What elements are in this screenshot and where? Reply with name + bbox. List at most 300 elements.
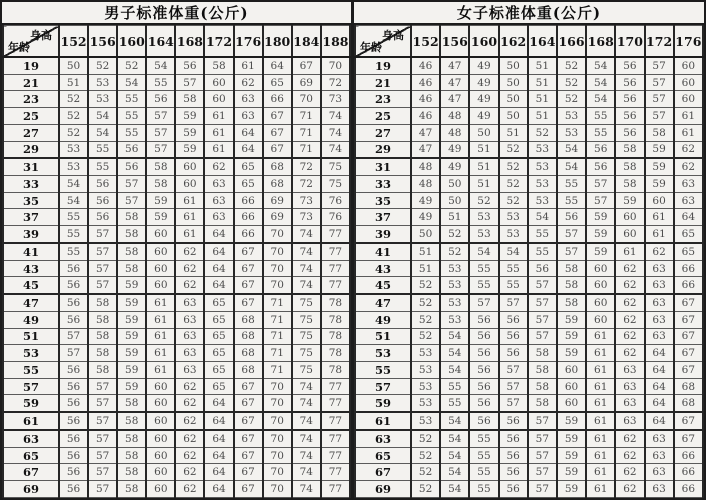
weight-cell: 56	[59, 294, 88, 311]
weight-cell: 61	[586, 345, 615, 362]
age-cell: 21	[355, 74, 411, 91]
weight-cell: 63	[175, 311, 204, 328]
age-cell: 19	[355, 57, 411, 74]
weight-cell: 66	[234, 226, 263, 243]
weight-cell: 67	[234, 447, 263, 464]
weight-cell: 60	[645, 192, 674, 209]
table-row	[3, 57, 350, 74]
weight-cell: 55	[117, 91, 146, 108]
weight-cell: 58	[117, 395, 146, 412]
weight-cell: 77	[321, 226, 350, 243]
age-cell: 25	[355, 108, 411, 125]
weight-cell: 52	[88, 57, 117, 74]
weight-cell: 59	[117, 311, 146, 328]
weight-cell: 56	[59, 481, 88, 498]
age-cell: 35	[355, 192, 411, 209]
weight-cell: 63	[645, 260, 674, 277]
weight-cell: 75	[292, 294, 321, 311]
weight-cell: 61	[146, 328, 175, 345]
weight-cell: 57	[146, 124, 175, 141]
table-row	[3, 447, 350, 464]
weight-cell: 57	[59, 328, 88, 345]
weight-cell: 73	[292, 192, 321, 209]
weight-cell: 74	[321, 108, 350, 125]
women-table-section	[353, 0, 706, 500]
weight-cell: 55	[528, 243, 557, 260]
weight-cell: 56	[59, 447, 88, 464]
weight-cell: 57	[88, 378, 117, 395]
age-cell: 53	[355, 345, 411, 362]
age-cell: 57	[3, 378, 59, 395]
weight-cell: 53	[469, 209, 498, 226]
weight-cell: 71	[263, 361, 292, 378]
age-cell: 43	[3, 260, 59, 277]
weight-cell: 63	[615, 412, 644, 430]
weight-cell: 56	[469, 361, 498, 378]
weight-cell: 58	[117, 243, 146, 260]
weight-cell: 54	[440, 361, 469, 378]
weight-cell: 57	[88, 243, 117, 260]
weight-cell: 57	[557, 226, 586, 243]
age-cell: 33	[355, 176, 411, 193]
weight-cell: 61	[586, 412, 615, 430]
weight-cell: 56	[499, 447, 528, 464]
weight-cell: 59	[557, 412, 586, 430]
weight-cell: 61	[146, 345, 175, 362]
weight-cell: 57	[586, 192, 615, 209]
weight-cell: 67	[674, 412, 703, 430]
age-cell: 51	[3, 328, 59, 345]
age-cell: 47	[3, 294, 59, 311]
weight-cell: 56	[146, 91, 175, 108]
weight-cell: 51	[469, 141, 498, 158]
weight-cell: 74	[292, 243, 321, 260]
weight-cell: 62	[615, 277, 644, 294]
weight-cell: 65	[204, 378, 233, 395]
weight-cell: 58	[528, 361, 557, 378]
weight-cell: 54	[440, 345, 469, 362]
weight-cell: 52	[411, 481, 440, 498]
weight-cell: 58	[204, 57, 233, 74]
weight-cell: 52	[528, 124, 557, 141]
weight-cell: 68	[263, 176, 292, 193]
weight-cell: 55	[528, 226, 557, 243]
weight-cell: 60	[146, 226, 175, 243]
weight-cell: 69	[263, 209, 292, 226]
weight-cell: 61	[175, 226, 204, 243]
weight-cell: 55	[88, 158, 117, 175]
height-header: 164	[146, 26, 175, 58]
weight-cell: 56	[59, 378, 88, 395]
table-row	[355, 74, 703, 91]
weight-cell: 49	[440, 141, 469, 158]
weight-cell: 54	[59, 192, 88, 209]
weight-cell: 56	[469, 345, 498, 362]
table-row	[355, 378, 703, 395]
weight-cell: 58	[117, 464, 146, 481]
age-cell: 49	[3, 311, 59, 328]
weight-cell: 63	[645, 481, 674, 498]
weight-cell: 63	[204, 176, 233, 193]
weight-cell: 51	[499, 124, 528, 141]
weight-cell: 55	[59, 243, 88, 260]
height-header: 188	[321, 26, 350, 58]
weight-cell: 58	[88, 294, 117, 311]
weight-cell: 53	[88, 74, 117, 91]
weight-cell: 71	[263, 294, 292, 311]
age-cell: 29	[355, 141, 411, 158]
weight-cell: 77	[321, 378, 350, 395]
weight-cell: 63	[615, 361, 644, 378]
weight-cell: 47	[440, 91, 469, 108]
weight-cell: 57	[528, 464, 557, 481]
weight-cell: 49	[411, 192, 440, 209]
weight-cell: 60	[146, 464, 175, 481]
weight-cell: 66	[674, 260, 703, 277]
table-row	[3, 74, 350, 91]
weight-cell: 60	[615, 209, 644, 226]
age-cell: 35	[3, 192, 59, 209]
weight-cell: 55	[557, 176, 586, 193]
weight-cell: 48	[440, 108, 469, 125]
weight-cell: 59	[146, 192, 175, 209]
height-header: 160	[469, 26, 498, 58]
table-row	[355, 192, 703, 209]
weight-cell: 57	[528, 447, 557, 464]
table-row	[3, 294, 350, 311]
weight-cell: 59	[586, 209, 615, 226]
weight-cell: 60	[674, 91, 703, 108]
weight-cell: 56	[469, 328, 498, 345]
weight-cell: 52	[440, 243, 469, 260]
table-row	[355, 481, 703, 498]
table-row	[3, 192, 350, 209]
table-row	[355, 345, 703, 362]
age-cell: 27	[355, 124, 411, 141]
weight-cell: 61	[615, 243, 644, 260]
weight-cell: 56	[499, 430, 528, 447]
weight-cell: 72	[292, 176, 321, 193]
weight-cell: 63	[175, 294, 204, 311]
weight-cell: 55	[586, 124, 615, 141]
weight-cell: 53	[411, 378, 440, 395]
weight-cell: 59	[557, 430, 586, 447]
table-row	[355, 176, 703, 193]
weight-cell: 54	[88, 108, 117, 125]
age-cell: 59	[355, 395, 411, 412]
weight-cell: 67	[674, 328, 703, 345]
weight-cell: 60	[204, 91, 233, 108]
age-cell: 67	[355, 464, 411, 481]
weight-cell: 64	[204, 226, 233, 243]
height-header: 162	[499, 26, 528, 58]
weight-cell: 62	[175, 464, 204, 481]
weight-cell: 59	[175, 141, 204, 158]
weight-cell: 53	[411, 361, 440, 378]
weight-cell: 65	[234, 158, 263, 175]
weight-cell: 62	[175, 260, 204, 277]
height-header: 156	[440, 26, 469, 58]
weight-cell: 54	[440, 430, 469, 447]
weight-cell: 53	[528, 141, 557, 158]
weight-cell: 75	[292, 345, 321, 362]
weight-cell: 53	[440, 277, 469, 294]
weight-cell: 58	[117, 481, 146, 498]
weight-cell: 58	[88, 328, 117, 345]
weight-cell: 77	[321, 481, 350, 498]
weight-cell: 57	[88, 412, 117, 430]
age-cell: 59	[3, 395, 59, 412]
weight-cell: 54	[557, 141, 586, 158]
weight-cell: 64	[645, 395, 674, 412]
weight-cell: 63	[234, 108, 263, 125]
age-cell: 23	[355, 91, 411, 108]
weight-cell: 56	[117, 158, 146, 175]
weight-cell: 70	[321, 57, 350, 74]
weight-cell: 53	[528, 158, 557, 175]
weight-cell: 52	[59, 91, 88, 108]
weight-cell: 57	[528, 277, 557, 294]
weight-cell: 50	[411, 226, 440, 243]
table-row	[355, 361, 703, 378]
header-row	[3, 26, 350, 58]
weight-cell: 57	[88, 395, 117, 412]
table-row	[3, 158, 350, 175]
weight-cell: 46	[411, 91, 440, 108]
weight-cell: 77	[321, 430, 350, 447]
men-weight-table	[2, 25, 351, 498]
weight-cell: 58	[146, 176, 175, 193]
weight-cell: 52	[411, 311, 440, 328]
weight-cell: 59	[175, 108, 204, 125]
weight-cell: 46	[411, 57, 440, 74]
height-header: 156	[88, 26, 117, 58]
weight-cell: 60	[557, 378, 586, 395]
weight-cell: 63	[645, 328, 674, 345]
weight-cell: 78	[321, 311, 350, 328]
weight-cell: 64	[645, 412, 674, 430]
weight-cell: 64	[674, 209, 703, 226]
weight-cell: 60	[175, 176, 204, 193]
weight-cell: 51	[469, 176, 498, 193]
weight-cell: 55	[440, 378, 469, 395]
weight-cell: 62	[615, 328, 644, 345]
weight-cell: 49	[469, 74, 498, 91]
height-header: 168	[175, 26, 204, 58]
weight-cell: 52	[411, 464, 440, 481]
weight-cell: 51	[528, 74, 557, 91]
weight-cell: 66	[674, 277, 703, 294]
weight-cell: 59	[117, 361, 146, 378]
weight-cell: 68	[234, 311, 263, 328]
weight-cell: 63	[645, 311, 674, 328]
weight-cell: 75	[292, 311, 321, 328]
weight-cell: 59	[586, 226, 615, 243]
weight-cell: 61	[204, 141, 233, 158]
table-row	[3, 311, 350, 328]
weight-cell: 64	[204, 277, 233, 294]
age-cell: 37	[3, 209, 59, 226]
age-cell: 29	[3, 141, 59, 158]
weight-cell: 57	[88, 447, 117, 464]
weight-cell: 66	[234, 192, 263, 209]
weight-cell: 57	[88, 226, 117, 243]
weight-cell: 60	[146, 430, 175, 447]
weight-cell: 65	[204, 328, 233, 345]
weight-cell: 75	[321, 176, 350, 193]
weight-cell: 55	[586, 108, 615, 125]
weight-cell: 53	[469, 226, 498, 243]
weight-cell: 53	[440, 294, 469, 311]
weight-cell: 58	[175, 91, 204, 108]
weight-cell: 63	[175, 361, 204, 378]
weight-cell: 56	[615, 74, 644, 91]
weight-cell: 57	[117, 176, 146, 193]
height-header: 168	[586, 26, 615, 58]
weight-cell: 67	[674, 294, 703, 311]
weight-cell: 46	[411, 108, 440, 125]
weight-cell: 62	[615, 430, 644, 447]
height-header: 172	[204, 26, 233, 58]
age-cell: 39	[355, 226, 411, 243]
weight-cell: 57	[528, 294, 557, 311]
table-row	[3, 91, 350, 108]
weight-cell: 53	[411, 412, 440, 430]
weight-cell: 63	[615, 395, 644, 412]
weight-cell: 47	[411, 141, 440, 158]
age-cell: 37	[355, 209, 411, 226]
height-header: 172	[645, 26, 674, 58]
weight-cell: 64	[204, 430, 233, 447]
corner-cell	[3, 26, 59, 58]
weight-cell: 58	[557, 277, 586, 294]
weight-cell: 77	[321, 447, 350, 464]
weight-cell: 52	[411, 328, 440, 345]
weight-cell: 63	[645, 447, 674, 464]
weight-cell: 58	[615, 176, 644, 193]
weight-cell: 77	[321, 260, 350, 277]
weight-cell: 74	[292, 277, 321, 294]
weight-cell: 70	[263, 464, 292, 481]
weight-cell: 57	[645, 91, 674, 108]
table-row	[355, 260, 703, 277]
weight-cell: 62	[615, 311, 644, 328]
weight-cell: 57	[499, 378, 528, 395]
weight-cell: 73	[292, 209, 321, 226]
table-row	[355, 226, 703, 243]
table-row	[3, 124, 350, 141]
weight-cell: 72	[292, 158, 321, 175]
weight-cell: 62	[175, 430, 204, 447]
weight-cell: 64	[204, 260, 233, 277]
table-row	[355, 447, 703, 464]
weight-cell: 59	[645, 176, 674, 193]
weight-cell: 63	[204, 209, 233, 226]
weight-cell: 63	[615, 378, 644, 395]
weight-cell: 61	[204, 108, 233, 125]
age-cell: 57	[355, 378, 411, 395]
weight-cell: 52	[557, 91, 586, 108]
weight-cell: 68	[674, 395, 703, 412]
weight-cell: 67	[234, 294, 263, 311]
weight-cell: 59	[117, 294, 146, 311]
weight-cell: 71	[263, 345, 292, 362]
age-cell: 63	[355, 430, 411, 447]
corner-cell	[355, 26, 411, 58]
weight-cell: 63	[175, 345, 204, 362]
weight-cell: 61	[586, 481, 615, 498]
age-cell: 31	[3, 158, 59, 175]
weight-cell: 71	[263, 328, 292, 345]
weight-cell: 49	[469, 57, 498, 74]
weight-cell: 60	[586, 260, 615, 277]
weight-cell: 63	[645, 277, 674, 294]
weight-cell: 60	[146, 481, 175, 498]
weight-cell: 77	[321, 464, 350, 481]
weight-cell: 57	[499, 395, 528, 412]
height-header: 176	[674, 26, 703, 58]
weight-cell: 74	[292, 430, 321, 447]
weight-cell: 60	[557, 361, 586, 378]
weight-cell: 56	[499, 328, 528, 345]
weight-cell: 74	[321, 124, 350, 141]
weight-cell: 55	[117, 108, 146, 125]
weight-cell: 66	[234, 209, 263, 226]
weight-cell: 64	[204, 464, 233, 481]
weight-cell: 53	[557, 124, 586, 141]
weight-cell: 57	[557, 243, 586, 260]
weight-cell: 55	[440, 395, 469, 412]
weight-cell: 57	[146, 108, 175, 125]
weight-cell: 56	[499, 464, 528, 481]
weight-cell: 54	[469, 243, 498, 260]
weight-cell: 67	[674, 430, 703, 447]
weight-cell: 53	[59, 141, 88, 158]
weight-cell: 61	[234, 57, 263, 74]
weight-cell: 61	[204, 124, 233, 141]
weight-cell: 57	[59, 345, 88, 362]
table-row	[355, 209, 703, 226]
table-row	[3, 243, 350, 260]
weight-cell: 64	[204, 395, 233, 412]
weight-cell: 67	[674, 361, 703, 378]
weight-cell: 61	[586, 464, 615, 481]
weight-cell: 67	[234, 395, 263, 412]
weight-cell: 56	[499, 412, 528, 430]
weight-cell: 53	[411, 345, 440, 362]
weight-cell: 58	[146, 158, 175, 175]
weight-cell: 64	[204, 481, 233, 498]
weight-cell: 74	[292, 412, 321, 430]
weight-cell: 57	[499, 361, 528, 378]
age-cell: 69	[355, 481, 411, 498]
weight-cell: 52	[59, 108, 88, 125]
age-cell: 27	[3, 124, 59, 141]
weight-cell: 57	[645, 74, 674, 91]
weight-cell: 69	[292, 74, 321, 91]
weight-cell: 53	[499, 226, 528, 243]
weight-cell: 58	[645, 124, 674, 141]
weight-cell: 71	[263, 311, 292, 328]
weight-cell: 70	[263, 395, 292, 412]
weight-cell: 67	[234, 412, 263, 430]
age-cell: 43	[355, 260, 411, 277]
table-row	[355, 141, 703, 158]
weight-cell: 53	[557, 108, 586, 125]
weight-cell: 74	[292, 447, 321, 464]
weight-cell: 51	[440, 209, 469, 226]
weight-cell: 74	[292, 378, 321, 395]
